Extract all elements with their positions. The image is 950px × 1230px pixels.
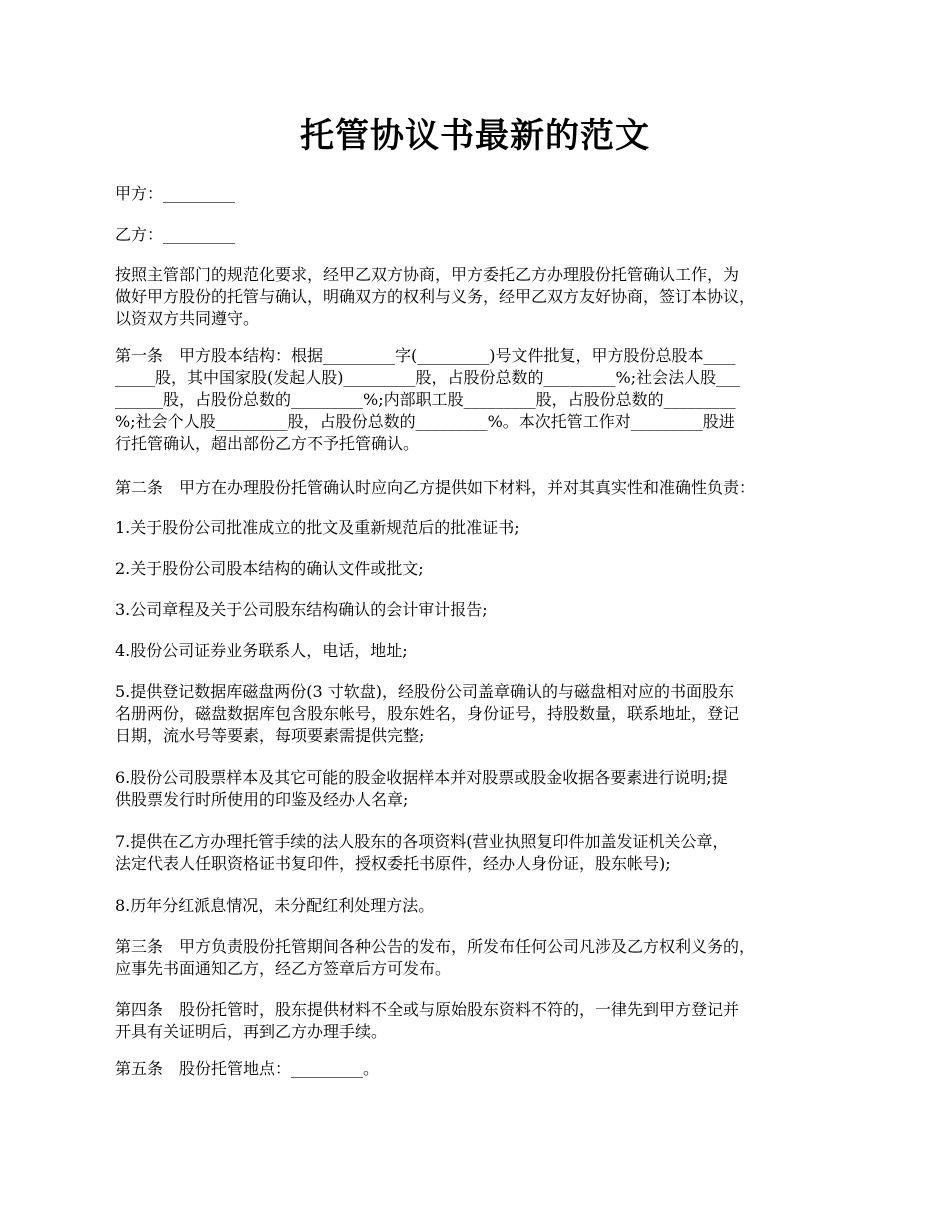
intro-line: 做好甲方股份的托管与确认，明确双方的权利与义务，经甲乙双方友好协商，签订本协议， xyxy=(115,287,756,306)
list-item-line: 名册两份，磁盘数据库包含股东帐号，股东姓名，身份证号，持股数量，联系地址，登记 xyxy=(115,704,740,723)
list-item-line: 4.股份公司证券业务联系人，电话，地址; xyxy=(115,641,408,660)
list-item-6 xyxy=(115,767,847,811)
party-b-line: 乙方：_________ xyxy=(115,225,236,244)
list-item-line: 3.公司章程及关于公司股东结构确认的会计审计报告; xyxy=(115,600,488,619)
article-1-line: %;社会个人股_________股，占股份总数的_________%。本次托管工作对_________股进 xyxy=(115,412,735,431)
list-item-5 xyxy=(115,681,847,747)
article-3-line: 应事先书面通知乙方，经乙方签章后方可发布。 xyxy=(115,959,452,978)
intro-line: 按照主管部门的规范化要求，经甲乙双方协商，甲方委托乙方办理股份托管确认工作，为 xyxy=(115,265,740,284)
list-item-4 xyxy=(115,640,847,662)
article-4-line: 第四条 股份托管时，股东提供材料不全或与原始股东资料不符的，一律先到甲方登记并 xyxy=(115,1000,740,1019)
list-item-line: 法定代表人任职资格证书复印件，授权委托书原件，经办人身份证，股东帐号); xyxy=(115,854,671,873)
article-2-paragraph xyxy=(115,477,847,499)
article-1-line: 第一条 甲方股本结构：根据_________字(_________)号文件批复，甲方股份总股本____ xyxy=(115,346,736,365)
article-5-line: 第五条 股份托管地点：_________。 xyxy=(115,1059,380,1078)
list-item-8 xyxy=(115,895,847,917)
article-3-paragraph xyxy=(115,936,847,980)
list-item-line: 日期，流水号等要素，每项要素需提供完整; xyxy=(115,726,425,745)
list-item-1 xyxy=(115,517,847,539)
article-4-paragraph xyxy=(115,999,847,1043)
article-1-line: ______股，占股份总数的_________%;内部职工股_________股，占股份总数的_________ xyxy=(115,390,736,409)
article-1-line: 行托管确认，超出部份乙方不予托管确认。 xyxy=(115,434,420,453)
article-1-line: _____股，其中国家股(发起人股)_________股，占股份总数的_________%;社会法人股___ xyxy=(115,368,741,387)
list-item-3 xyxy=(115,599,847,621)
article-3-line: 第三条 甲方负责股份托管期间各种公告的发布，所发布任何公司凡涉及乙方权利义务的， xyxy=(115,937,756,956)
article-2-line: 第二条 甲方在办理股份托管确认时应向乙方提供如下材料，并对其真实性和准确性负责： xyxy=(115,478,756,497)
list-item-line: 2.关于股份公司股本结构的确认文件或批文; xyxy=(115,559,424,578)
list-item-line: 8.历年分红派息情况，未分配红利处理方法。 xyxy=(115,896,435,915)
list-item-line: 1.关于股份公司批准成立的批文及重新规范后的批准证书; xyxy=(115,518,520,537)
list-item-line: 6.股份公司股票样本及其它可能的股金收据样本并对股票或股金收据各要素进行说明;提 xyxy=(115,768,728,787)
document-title: 托管协议书最新的范文 xyxy=(300,116,650,156)
intro-line: 以资双方共同遵守。 xyxy=(115,309,260,328)
article-5-paragraph xyxy=(115,1058,847,1080)
party-a-line: 甲方：_________ xyxy=(115,184,236,203)
article-4-line: 开具有关证明后，再到乙方办理手续。 xyxy=(115,1022,388,1041)
intro-paragraph xyxy=(115,264,847,330)
list-item-7 xyxy=(115,831,847,875)
list-item-line: 5.提供登记数据库磁盘两份(3 寸软盘)，经股份公司盖章确认的与磁盘相对应的书面股东 xyxy=(115,682,735,701)
article-1-paragraph xyxy=(115,345,847,455)
list-item-line: 供股票发行时所使用的印鉴及经办人名章; xyxy=(115,790,409,809)
list-item-2 xyxy=(115,558,847,580)
list-item-line: 7.提供在乙方办理托管手续的法人股东的各项资料(营业执照复印件加盖发证机关公章， xyxy=(115,832,729,851)
